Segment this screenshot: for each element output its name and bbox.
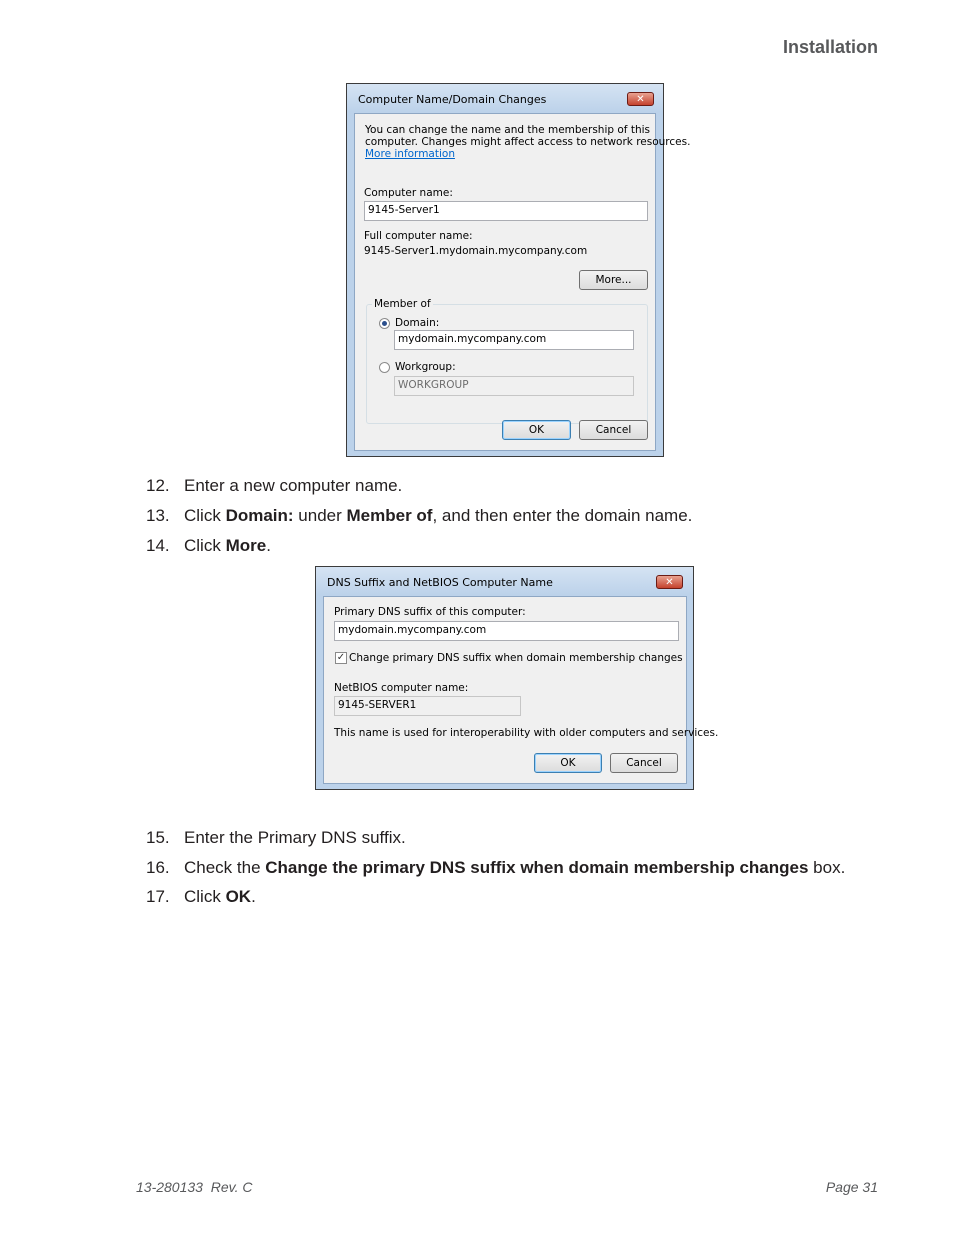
step-16 (146, 858, 845, 878)
step-number: 12. (146, 476, 170, 495)
member-of-label: Member of (374, 298, 431, 310)
cancel-button[interactable]: Cancel (579, 420, 648, 440)
step-text: Enter a new computer name. (184, 476, 403, 495)
intro-text-line2: computer. Changes might affect access to network resources. (365, 136, 691, 148)
close-icon[interactable]: ✕ (627, 92, 654, 106)
dialog-titlebar (316, 567, 693, 595)
step-bold: Change the primary DNS suffix when domain membership changes (265, 858, 809, 877)
change-dns-suffix-checkbox[interactable]: ✓ (336, 652, 346, 663)
computer-name-label: Computer name: (364, 187, 453, 199)
dialog-title: Computer Name/Domain Changes (358, 93, 547, 106)
step-text: , and then enter the domain name. (432, 506, 693, 525)
dialog-client-area (323, 596, 719, 784)
dialog-client-area (354, 113, 691, 451)
ok-button[interactable]: OK (502, 420, 571, 440)
step-text: box. (808, 858, 846, 877)
domain-label: Domain: (395, 317, 440, 329)
full-computer-name-value: 9145-Server1.mydomain.mycompany.com (364, 245, 588, 257)
step-text: under (293, 506, 347, 525)
step-text: . (251, 887, 256, 906)
intro-text-line1: You can change the name and the membership of this (365, 124, 650, 136)
computer-name-dialog (346, 83, 691, 457)
full-computer-name-label: Full computer name: (364, 230, 473, 242)
more-button[interactable]: More... (579, 270, 648, 290)
step-text: Click (184, 536, 226, 555)
cancel-button[interactable]: Cancel (610, 753, 678, 773)
close-icon[interactable]: ✕ (656, 575, 683, 589)
step-number: 17. (146, 887, 170, 906)
section-header: Installation (782, 37, 878, 57)
netbios-name-label: NetBIOS computer name: (334, 682, 469, 694)
step-bold: More (225, 536, 267, 555)
domain-radio[interactable] (379, 318, 390, 329)
ok-button[interactable]: OK (534, 753, 602, 773)
primary-dns-suffix-label: Primary DNS suffix of this computer: (334, 606, 526, 618)
workgroup-radio[interactable] (379, 362, 390, 373)
netbios-name-value: 9145-SERVER1 (334, 696, 521, 716)
step-text: Click (184, 887, 226, 906)
step-number: 15. (146, 828, 170, 847)
footer-doc-id: 13-280133 Rev. C (136, 1179, 253, 1195)
step-text: Check the (184, 858, 266, 877)
step-number: 13. (146, 506, 170, 525)
step-13 (146, 506, 692, 526)
dialog-titlebar (347, 84, 663, 112)
interoperability-note: This name is used for interoperability with older computers and services. (334, 727, 719, 739)
dialog-title: DNS Suffix and NetBIOS Computer Name (327, 576, 553, 589)
step-bold: Domain: (225, 506, 294, 525)
workgroup-label: Workgroup: (395, 361, 456, 373)
primary-dns-suffix-input[interactable]: mydomain.mycompany.com (334, 621, 679, 641)
step-text: Click (184, 506, 226, 525)
step-14 (146, 536, 271, 556)
step-text: . (266, 536, 271, 555)
step-number: 16. (146, 858, 170, 877)
step-12 (146, 476, 402, 496)
step-text: Enter the Primary DNS suffix. (184, 828, 406, 847)
domain-input[interactable]: mydomain.mycompany.com (394, 330, 634, 350)
step-15 (146, 828, 406, 848)
step-bold: OK (225, 887, 252, 906)
computer-name-input[interactable]: 9145-Server1 (364, 201, 648, 221)
footer-page-number: Page 31 (825, 1179, 878, 1195)
step-17 (146, 887, 256, 907)
step-number: 14. (146, 536, 170, 555)
dns-suffix-dialog (315, 566, 719, 790)
step-bold: Member of (346, 506, 433, 525)
more-information-link[interactable]: More information (365, 148, 455, 160)
workgroup-input: WORKGROUP (394, 376, 634, 396)
change-dns-suffix-label: Change primary DNS suffix when domain membership changes (349, 652, 683, 664)
